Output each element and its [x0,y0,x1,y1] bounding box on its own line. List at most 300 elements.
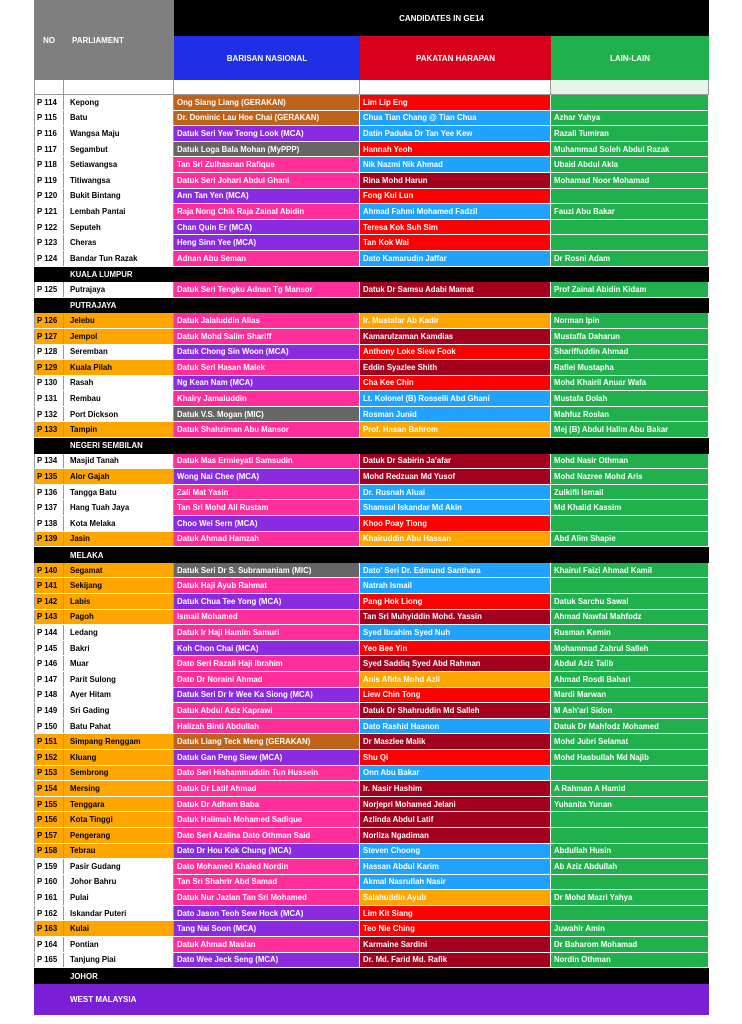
header-parliament: PARLIAMENT [64,0,174,80]
table-row [34,142,709,158]
constituency-code: P 146 [34,656,64,671]
table-row [34,407,709,423]
constituency-code: P 161 [34,890,64,905]
table-row [34,828,709,844]
table-row [34,532,709,548]
constituency-code: P 141 [34,578,64,593]
table-row [34,781,709,797]
table-row [34,220,709,236]
candidate-table [34,0,709,1024]
constituency-name: Sekijang [64,578,174,593]
constituency-code: P 115 [34,111,64,126]
other-candidate: Prof Zainal Abidin Kidam [551,282,709,297]
constituency-code: P 120 [34,189,64,204]
other-candidate [551,235,709,250]
region-label: WEST MALAYSIA [34,984,709,1015]
bn-candidate: Chan Quin Er (MCA) [174,220,360,235]
bn-candidate: Tan Sri Shahrir Abd Samad [174,875,360,890]
bn-candidate: Dato Dr Noraini Ahmad [174,672,360,687]
constituency-code: P 135 [34,469,64,484]
constituency-name: Tebrau [64,844,174,859]
constituency-code: P 148 [34,688,64,703]
other-candidate [551,578,709,593]
constituency-name: Ledang [64,625,174,640]
ph-candidate: Kamarulzaman Kamdias [360,329,551,344]
other-candidate: M Ash'ari Sidon [551,703,709,718]
bn-candidate: Datuk Jalaluddin Alias [174,313,360,328]
constituency-name: Sri Gading [64,703,174,718]
ph-candidate: Rina Mohd Harun [360,173,551,188]
ph-candidate: Tan Kok Wai [360,235,551,250]
constituency-name: Jempol [64,329,174,344]
ph-candidate: Eddin Syazlee Shith [360,360,551,375]
ph-candidate: Teresa Kok Suh Sim [360,220,551,235]
constituency-name: Tangga Batu [64,485,174,500]
table-row [34,345,709,361]
constituency-name: Pagoh [64,610,174,625]
ph-candidate: Lim Lip Eng [360,95,551,110]
other-candidate: Mahfuz Roslan [551,407,709,422]
table-row [34,953,709,969]
table-row [34,204,709,220]
constituency-name: Kota Tinggi [64,812,174,827]
table-row [34,563,709,579]
ph-candidate: Onn Abu Bakar [360,766,551,781]
other-candidate: Norman Ipin [551,313,709,328]
other-candidate: Rusman Kemin [551,625,709,640]
other-candidate: Mohd Jubri Selamat [551,734,709,749]
bn-candidate: Ann Tan Yen (MCA) [174,189,360,204]
constituency-name: Batu [64,111,174,126]
bn-candidate: Datuk Ahmad Hamzah [174,532,360,547]
other-candidate: Abdullah Husin [551,844,709,859]
ph-candidate: Dato Kamarudin Jaffar [360,251,551,266]
bn-candidate: Datuk Mohd Salim Shariff [174,329,360,344]
bn-candidate: Dato Seri Hishammuddin Tun Hussein [174,766,360,781]
other-candidate [551,220,709,235]
other-candidate: Mohamad Noor Mohamad [551,173,709,188]
other-candidate: Shariffuddin Ahmad [551,345,709,360]
constituency-name: Parit Sulong [64,672,174,687]
other-candidate: Dr Rosni Adam [551,251,709,266]
constituency-code: P 145 [34,641,64,656]
other-candidate [551,766,709,781]
constituency-code: P 163 [34,921,64,936]
constituency-name: Masjid Tanah [64,454,174,469]
header-no: NO [34,0,64,80]
constituency-code: P 153 [34,766,64,781]
ph-candidate: Datuk Dr Sabirin Ja'afar [360,454,551,469]
bn-candidate: Datuk Haji Ayub Rahmat [174,578,360,593]
ph-candidate: Dr. Md. Farid Md. Rafik [360,953,551,968]
ph-candidate: Rosman Junid [360,407,551,422]
table-row [34,485,709,501]
other-candidate [551,875,709,890]
table-row [34,610,709,626]
constituency-code: P 154 [34,781,64,796]
ph-candidate: Yeo Bee Yin [360,641,551,656]
other-candidate: Azhar Yahya [551,111,709,126]
bn-candidate: Dato Mohamed Khaled Nordin [174,859,360,874]
other-candidate: Mardi Marwan [551,688,709,703]
constituency-code: P 119 [34,173,64,188]
bn-candidate: Ismail Mohamed [174,610,360,625]
table-row [34,189,709,205]
constituency-code: P 124 [34,251,64,266]
bn-candidate: Tan Sri Mohd Ali Rustam [174,500,360,515]
constituency-code: P 139 [34,532,64,547]
table-row [34,625,709,641]
table-row [34,251,709,267]
constituency-name: Alor Gajah [64,469,174,484]
bn-candidate: Datuk Shahziman Abu Mansor [174,422,360,437]
other-candidate [551,828,709,843]
constituency-name: Bukit Bintang [64,189,174,204]
table-row [34,672,709,688]
constituency-code: P 162 [34,906,64,921]
constituency-name: Cheras [64,235,174,250]
ph-candidate: Liew Chin Tong [360,688,551,703]
constituency-name: Setiawangsa [64,157,174,172]
other-candidate [551,812,709,827]
header-lain-lain: LAIN-LAIN [551,36,709,80]
table-row [34,126,709,142]
constituency-name: Batu Pahat [64,719,174,734]
constituency-name: Simpang Renggam [64,734,174,749]
constituency-code: P 129 [34,360,64,375]
constituency-name: Johor Bahru [64,875,174,890]
ph-candidate: Datuk Dr Samsu Adabi Mamat [360,282,551,297]
constituency-name: Port Dickson [64,407,174,422]
constituency-code: P 121 [34,204,64,219]
constituency-code: P 136 [34,485,64,500]
table-row [34,750,709,766]
table-row [34,235,709,251]
bn-candidate: Raja Nong Chik Raja Zainal Abidin [174,204,360,219]
constituency-code: P 133 [34,422,64,437]
other-candidate: Ahmad Nawfal Mahfodz [551,610,709,625]
ph-candidate: Dr. Rusnah Aluai [360,485,551,500]
constituency-code: P 152 [34,750,64,765]
constituency-name: Pengerang [64,828,174,843]
other-candidate: Yuhanita Yunan [551,797,709,812]
other-candidate: Khairul Faizi Ahmad Kamil [551,563,709,578]
table-row [34,282,709,298]
constituency-code: P 140 [34,563,64,578]
state-label: JOHOR [70,971,98,981]
table-row [34,111,709,127]
table-row [34,937,709,953]
bn-candidate: Datuk Dr Latif Ahmad [174,781,360,796]
constituency-code: P 155 [34,797,64,812]
constituency-code: P 117 [34,142,64,157]
other-candidate: Mohd Khairil Anuar Wafa [551,376,709,391]
table-row [34,469,709,485]
constituency-name: Lembah Pantai [64,204,174,219]
table-row [34,656,709,672]
bn-candidate: Datuk Chua Tee Yong (MCA) [174,594,360,609]
other-candidate: Dr Mohd Mazri Yahya [551,890,709,905]
constituency-name: Tenggara [64,797,174,812]
blank-cell [551,80,709,95]
constituency-code: P 142 [34,594,64,609]
constituency-name: Sembrong [64,766,174,781]
ph-candidate: Pang Hok Liong [360,594,551,609]
ph-candidate: Tan Sri Muhyiddin Mohd. Yassin [360,610,551,625]
constituency-code: P 126 [34,313,64,328]
state-label: MELAKA [70,550,104,560]
bn-candidate: Datuk Mas Ermieyati Samsudin [174,454,360,469]
table-row [34,890,709,906]
bn-candidate: Datuk Liang Teck Meng (GERAKAN) [174,734,360,749]
ph-candidate: Syed Ibrahim Syed Nuh [360,625,551,640]
constituency-name: Rasah [64,376,174,391]
bn-candidate: Dato Jason Teoh Sew Hock (MCA) [174,906,360,921]
ph-candidate: Lim Kit Siang [360,906,551,921]
ph-candidate: Salahuddin Ayub [360,890,551,905]
constituency-name: Iskandar Puteri [64,906,174,921]
constituency-code: P 156 [34,812,64,827]
bn-candidate: Datuk Seri Tengku Adnan Tg Mansor [174,282,360,297]
bn-candidate: Heng Sinn Yee (MCA) [174,235,360,250]
constituency-name: Putrajaya [64,282,174,297]
bn-candidate: Dato Wee Jeck Seng (MCA) [174,953,360,968]
bn-candidate: Datuk Seri Hasan Malek [174,360,360,375]
bn-candidate: Datuk Seri Yew Teong Look (MCA) [174,126,360,141]
bn-candidate: Ng Kean Nam (MCA) [174,376,360,391]
table-row [34,422,709,438]
constituency-code: P 123 [34,235,64,250]
constituency-code: P 160 [34,875,64,890]
other-candidate [551,516,709,531]
constituency-name: Tanjung Piai [64,953,174,968]
table-row [34,578,709,594]
constituency-code: P 122 [34,220,64,235]
constituency-code: P 132 [34,407,64,422]
ph-candidate: Ahmad Fahmi Mohamed Fadzil [360,204,551,219]
blank-cell [34,80,64,95]
bn-candidate: Tang Nai Soon (MCA) [174,921,360,936]
bn-candidate: Halizah Binti Abdullah [174,719,360,734]
constituency-code: P 127 [34,329,64,344]
ph-candidate: Lt. Kolonel (B) Rosselli Abd Ghani [360,391,551,406]
constituency-name: Bakri [64,641,174,656]
blank-cell [360,80,551,95]
constituency-code: P 149 [34,703,64,718]
bn-candidate: Datuk Gan Peng Siew (MCA) [174,750,360,765]
bn-candidate: Wong Nai Chee (MCA) [174,469,360,484]
constituency-code: P 144 [34,625,64,640]
blank-row [34,80,709,95]
ph-candidate: Ir. Mustafar Ab Kadir [360,313,551,328]
ph-candidate: Ir. Nasir Hashim [360,781,551,796]
ph-candidate: Khoo Poay Tiong [360,516,551,531]
state-label: KUALA LUMPUR [70,269,133,279]
state-divider [34,968,709,984]
table-row [34,95,709,111]
other-candidate: Mohd Hasbullah Md Najib [551,750,709,765]
constituency-name: Kota Melaka [64,516,174,531]
ph-candidate: Syed Saddiq Syed Abd Rahman [360,656,551,671]
other-candidate: Ahmad Rosdi Bahari [551,672,709,687]
other-candidate: Juwahir Amin [551,921,709,936]
bn-candidate: Dr. Dominic Lau Hoe Chai (GERAKAN) [174,111,360,126]
ph-candidate: Khairuddin Abu Hassan [360,532,551,547]
other-candidate: Fauzi Abu Bakar [551,204,709,219]
ph-candidate: Fong Kui Lun [360,189,551,204]
ph-candidate: Teo Nie Ching [360,921,551,936]
table-row [34,688,709,704]
constituency-name: Jelebu [64,313,174,328]
table-row [34,921,709,937]
table-row [34,454,709,470]
table-row [34,391,709,407]
table-row [34,797,709,813]
ph-candidate: Norjepri Mohamed Jelani [360,797,551,812]
constituency-code: P 147 [34,672,64,687]
table-row [34,766,709,782]
other-candidate [551,189,709,204]
bn-candidate: Tan Sri Zulhasnan Rafique [174,157,360,172]
constituency-code: P 134 [34,454,64,469]
ph-candidate: Anthony Loke Siew Fook [360,345,551,360]
other-candidate: Mej (B) Abdul Halim Abu Bakar [551,422,709,437]
table-row [34,500,709,516]
other-candidate: Mustafa Dolah [551,391,709,406]
other-candidate: Abdul Aziz Talib [551,656,709,671]
ph-candidate: Karmaine Sardini [360,937,551,952]
bn-candidate: Dato Seri Azalina Dato Othman Said [174,828,360,843]
other-candidate: Razali Tumiran [551,126,709,141]
constituency-code: P 137 [34,500,64,515]
other-candidate: Rafiei Mustapha [551,360,709,375]
constituency-name: Tampin [64,422,174,437]
constituency-code: P 128 [34,345,64,360]
constituency-name: Segamat [64,563,174,578]
bn-candidate: Dato Seri Razali Haji Ibrahim [174,656,360,671]
table-row [34,376,709,392]
ph-candidate: Norliza Ngadiman [360,828,551,843]
constituency-name: Ayer Hitam [64,688,174,703]
ph-candidate: Hannah Yeoh [360,142,551,157]
bn-candidate: Datuk Seri Dr S. Subramaniam (MIC) [174,563,360,578]
ph-candidate: Hassan Abdul Karim [360,859,551,874]
ph-candidate: Dr Maszlee Malik [360,734,551,749]
header-pakatan-harapan: PAKATAN HARAPAN [360,36,551,80]
constituency-name: Seremban [64,345,174,360]
ph-candidate: Akmal Nasrullah Nasir [360,875,551,890]
table-row [34,844,709,860]
constituency-name: Pulai [64,890,174,905]
table-row [34,313,709,329]
other-candidate: Ab Aziz Abdullah [551,859,709,874]
table-row [34,734,709,750]
constituency-code: P 116 [34,126,64,141]
constituency-code: P 164 [34,937,64,952]
other-candidate: Mohammad Zahrul Salleh [551,641,709,656]
constituency-name: Muar [64,656,174,671]
bn-candidate: Datuk Ir Haji Hamim Samuri [174,625,360,640]
bn-candidate: Dato Dr Hou Kok Chung (MCA) [174,844,360,859]
constituency-code: P 114 [34,95,64,110]
other-candidate: Mohd Nasir Othman [551,454,709,469]
table-row [34,329,709,345]
header-candidates: CANDIDATES IN GE14 [174,0,709,36]
other-candidate: Nordin Othman [551,953,709,968]
bn-candidate: Adnan Abu Seman [174,251,360,266]
bn-candidate: Datuk Halimah Mohamed Sadique [174,812,360,827]
ph-candidate: Dato' Seri Dr. Edmund Santhara [360,563,551,578]
bn-candidate: Datuk Dr Adham Baba [174,797,360,812]
constituency-code: P 143 [34,610,64,625]
state-divider [34,267,709,283]
header-barisan-nasional: BARISAN NASIONAL [174,36,360,80]
constituency-code: P 159 [34,859,64,874]
constituency-name: Kulai [64,921,174,936]
constituency-name: Hang Tuah Jaya [64,500,174,515]
bn-candidate: Choo Wei Sern (MCA) [174,516,360,531]
bn-candidate: Datuk Seri Dr Ir Wee Ka Siong (MCA) [174,688,360,703]
constituency-name: Pontian [64,937,174,952]
table-row [34,360,709,376]
state-divider [34,438,709,454]
ph-candidate: Steven Choong [360,844,551,859]
constituency-code: P 158 [34,844,64,859]
bn-candidate: Khairy Jamaluddin [174,391,360,406]
ph-candidate: Shamsul Iskandar Md Akin [360,500,551,515]
ph-candidate: Chua Tian Chang @ Tian Chua [360,111,551,126]
ph-candidate: Shu Qi [360,750,551,765]
constituency-name: Seputeh [64,220,174,235]
bn-candidate: Datuk Ahmad Maslan [174,937,360,952]
constituency-code: P 138 [34,516,64,531]
state-divider [34,547,709,563]
ph-candidate: Datuk Dr Shahruddin Md Salleh [360,703,551,718]
ph-candidate: Cha Kee Chin [360,376,551,391]
ph-candidate: Mohd Redzuan Md Yusof [360,469,551,484]
ph-candidate: Datin Paduka Dr Tan Yee Kew [360,126,551,141]
table-row [34,906,709,922]
constituency-name: Titiwangsa [64,173,174,188]
other-candidate: Datuk Sarchu Sawal [551,594,709,609]
state-label: PUTRAJAYA [70,301,117,311]
constituency-code: P 125 [34,282,64,297]
constituency-name: Rembau [64,391,174,406]
other-candidate: Ubaid Abdul Akla [551,157,709,172]
bn-candidate: Datuk Chong Sin Woon (MCA) [174,345,360,360]
bn-candidate: Koh Chon Chai (MCA) [174,641,360,656]
bn-candidate: Zali Mat Yasin [174,485,360,500]
table-row [34,812,709,828]
constituency-name: Kuala Pilah [64,360,174,375]
other-candidate: A Rahman A Hamid [551,781,709,796]
constituency-name: Labis [64,594,174,609]
ph-candidate: Azlinda Abdul Latif [360,812,551,827]
other-candidate [551,95,709,110]
constituency-name: Wangsa Maju [64,126,174,141]
constituency-name: Segambut [64,142,174,157]
other-candidate: Muhammad Soleh Abdul Razak [551,142,709,157]
ph-candidate: Prof. Hasan Bahrom [360,422,551,437]
constituency-name: Kluang [64,750,174,765]
constituency-code: P 157 [34,828,64,843]
bn-candidate: Datuk Abdul Aziz Kaprawi [174,703,360,718]
ph-candidate: Anis Afida Mohd Azli [360,672,551,687]
bn-candidate: Datuk Nur Jazlan Tan Sri Mohamed [174,890,360,905]
constituency-name: Pasir Gudang [64,859,174,874]
other-candidate: Abd Alim Shapie [551,532,709,547]
table-row [34,703,709,719]
